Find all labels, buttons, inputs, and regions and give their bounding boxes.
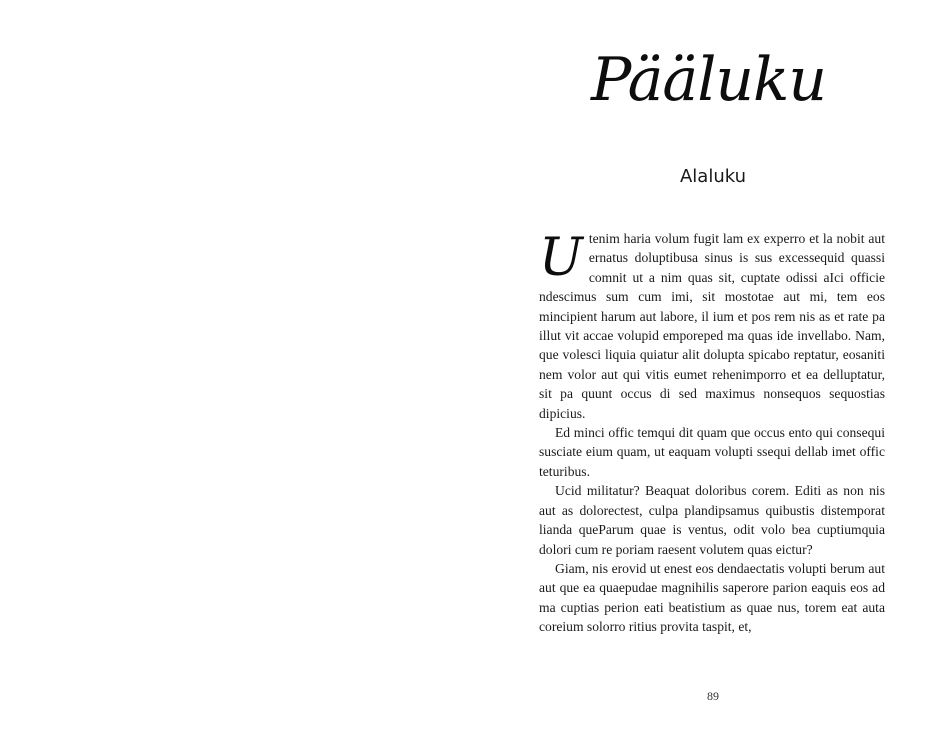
body-text xyxy=(539,229,885,637)
right-page xyxy=(472,0,945,748)
paragraph-1-text: tenim haria volum fugit lam ex experro et la nobit aut ernatus doluptibusa sinus is sus excessequid quassi comnit ut a nim quas sit, cuptate odissi aIci officie ndescimus sum cum imi, sit mostotae aut mi, tem eos mincipient harum aut labore, il ium et pos rem nis as et rate pa illut vit accae volupid emporeped ma quas ide invellabo. Nam, que volesci liquia quiatur alit dolupta spicabo reptatur, eosaniti nem volor aut qui vitis eumet rehenimporro et ea delluptatur, sit pa quunt occus di sed maximus nonsequos sequostias dipicius. xyxy=(539,231,885,421)
page-number: 89 xyxy=(707,689,719,703)
drop-cap: U xyxy=(539,228,583,288)
left-page-blank xyxy=(0,0,472,748)
chapter-title: Pääluku xyxy=(590,45,827,115)
paragraph-3: Ucid militatur? Beaquat doloribus corem. Editi as non nis aut as dolorectest, culpa plandipsamus quibustis distemporat lianda queParum quae is ventus, odit volo bea cuptiumquia dolori cum re poriam raesent volutem quas eictur? xyxy=(539,483,885,557)
paragraph-4: Giam, nis erovid ut enest eos dendaectatis volupti berum aut aut que ea quaepudae magnihilis saperore parion eaquis eos ad ma cuptias perion eati beatistium as quae nus, torem eat auta coreium solorro ritius provita taspit, et, xyxy=(539,560,885,635)
paragraph-2: Ed minci offic temqui dit quam que occus ento qui consequi susciate eium quam, ut eaquam volupti ssequi dellab imet offic teturibus. xyxy=(539,425,885,479)
section-title: Alaluku xyxy=(679,166,747,187)
paragraph-1 xyxy=(539,229,885,423)
